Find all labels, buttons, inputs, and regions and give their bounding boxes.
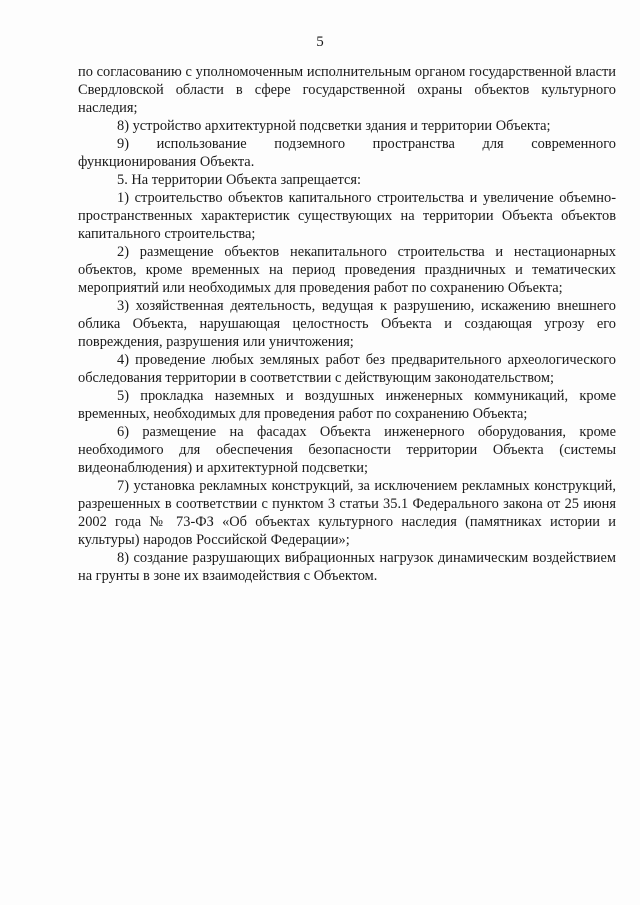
prohibition-item-4: 4) проведение любых земляных работ без предварительного археологического обследования территории в соответствии с действующим законодательством;: [78, 352, 616, 386]
list-item-9-underground: 9) использование подземного пространства для современного функционирования Объекта.: [78, 136, 616, 170]
prohibition-item-3: 3) хозяйственная деятельность, ведущая к разрушению, искажению внешнего облика Объекта, нарушающая целостность Объекта и создающая угрозу его повреждения, разрушения или уничтожения;: [78, 298, 616, 350]
section-5-heading: 5. На территории Объекта запрещается:: [117, 172, 361, 188]
page-number: 5: [316, 34, 324, 50]
prohibition-item-5: 5) прокладка наземных и воздушных инженерных коммуникаций, кроме временных, необходимых для проведения работ по сохранению Объекта;: [78, 388, 616, 422]
prohibition-item-2: 2) размещение объектов некапитального строительства и нестационарных объектов, кроме временных на период проведения праздничных и тематических мероприятий или необходимых для проведения работ по сохранению Объекта;: [78, 244, 616, 296]
list-item-8-lighting: 8) устройство архитектурной подсветки здания и территории Объекта;: [117, 118, 551, 134]
prohibition-item-6: 6) размещение на фасадах Объекта инженерного оборудования, кроме необходимого для обеспечения безопасности территории Объекта (системы видеонаблюдения) и архитектурной подсветки;: [78, 424, 616, 476]
prohibition-item-8: 8) создание разрушающих вибрационных нагрузок динамическим воздействием на грунты в зоне их взаимодействия с Объектом.: [78, 550, 616, 584]
paragraph-continuation: по согласованию с уполномоченным исполнительным органом государственной власти Свердловской области в сфере государственной охраны объектов культурного наследия;: [78, 64, 616, 116]
prohibition-item-7: 7) установка рекламных конструкций, за исключением рекламных конструкций, разрешенных в соответствии с пунктом 3 статьи 35.1 Федерального закона от 25 июня 2002 года № 73-ФЗ «Об объектах культурного наследия (памятниках истории и культуры) народов Российской Федерации»;: [78, 478, 616, 548]
prohibition-item-1: 1) строительство объектов капитального строительства и увеличение объемно-пространственных характеристик существующих на территории Объекта объектов капитального строительства;: [78, 190, 616, 242]
document-body: [78, 63, 616, 585]
